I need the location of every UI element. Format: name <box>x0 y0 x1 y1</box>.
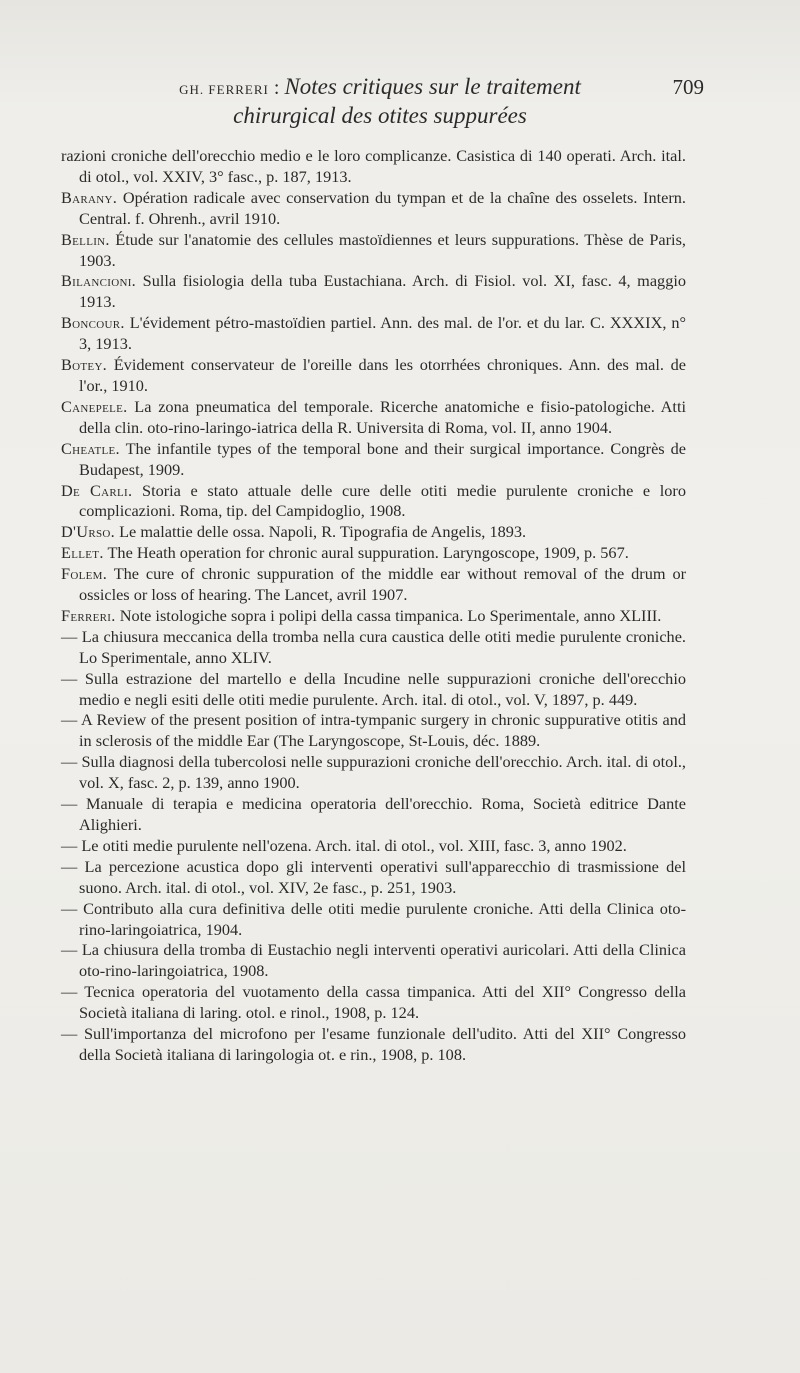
entry-text: Évidement conservateur de l'oreille dans les otorrhées chroniques. Ann. des mal. de l'or., 1910. <box>79 355 686 395</box>
entry-text: Opération radicale avec conservation du tympan et de la chaîne des osselets. Intern. Central. f. Ohrenh., avril 1910. <box>79 187 686 228</box>
entry-author: De Carli. <box>61 480 133 500</box>
header-author: GH. FERRERI <box>179 82 269 97</box>
bibliography-entry <box>61 794 686 836</box>
entry-author: Ferreri. <box>61 605 116 625</box>
bibliography-entry <box>61 606 686 627</box>
bibliography-entry <box>61 146 686 188</box>
bibliography-entry <box>61 940 686 982</box>
entry-text: — Le otiti medie purulente nell'ozena. Arch. ital. di otol., vol. XIII, fasc. 3, anno 1902. <box>61 835 627 855</box>
bibliography-entry <box>61 669 686 711</box>
bibliography-entry <box>61 857 686 899</box>
bibliography-list <box>61 146 686 1066</box>
bibliography-entry <box>61 899 686 941</box>
header-separator: : <box>273 77 280 99</box>
bibliography-entry <box>61 1024 686 1066</box>
bibliography-entry <box>61 836 686 857</box>
header-line-1 <box>60 74 704 103</box>
entry-text: — Sulla estrazione del martello e della Incudine nelle suppurazioni croniche dell'orecchio medio e negli esiti delle otiti medie purulente. Arch. ital. di otol., vol. V, 1897, p. 449. <box>61 668 686 709</box>
bibliography-entry <box>61 355 686 397</box>
entry-text: Storia e stato attuale delle cure delle otiti medie purulente croniche e loro complicazioni. Roma, tip. del Campidoglio, 1908. <box>79 480 686 521</box>
bibliography-entry <box>61 397 686 439</box>
bibliography-entry <box>61 982 686 1024</box>
entry-author: D'Urso. <box>61 522 116 542</box>
entry-text: L'évidement pétro-mastoïdien partiel. Ann. des mal. de l'or. et du lar. C. XXXIX, n° 3, 1913. <box>79 313 686 354</box>
entry-text: — La percezione acustica dopo gli interventi operativi sull'apparecchio di trasmissione del suono. Arch. ital. di otol., vol. XIV, 2e fasc., p. 251, 1903. <box>61 856 686 897</box>
header-title-line-1: Notes critiques sur le traitement <box>284 74 581 99</box>
entry-text: — La chiusura meccanica della tromba nella cura caustica delle otiti medie purulente croniche. Lo Sperimentale, anno XLIV. <box>61 626 686 667</box>
header-title-line-2: chirurgical des otites suppurées <box>233 103 527 128</box>
entry-text: — Contributo alla cura definitiva delle otiti medie purulente croniche. Atti della Clinica oto-rino-laringoiatrica, 1904. <box>61 898 686 939</box>
entry-author: Canepele. <box>61 396 128 416</box>
entry-text: Sulla fisiologia della tuba Eustachiana. Arch. di Fisiol. vol. XI, fasc. 4, maggio 1913. <box>79 271 687 312</box>
bibliography-entry <box>61 522 686 543</box>
entry-text: Note istologiche sopra i polipi della cassa timpanica. Lo Sperimentale, anno XLIII. <box>119 605 662 625</box>
entry-author: Cheatle. <box>61 438 120 458</box>
entry-author: Barany. <box>61 187 118 207</box>
bibliography-entry <box>61 481 686 523</box>
entry-text: The infantile types of the temporal bone and their surgical importance. Congrès de Budapest, 1909. <box>79 438 687 479</box>
bibliography-entry <box>61 188 686 230</box>
entry-text: Le malattie delle ossa. Napoli, R. Tipografia de Angelis, 1893. <box>119 522 527 542</box>
running-header <box>60 74 704 129</box>
bibliography-entry <box>61 439 686 481</box>
entry-text: — A Review of the present position of intra-tympanic surgery in chronic suppurative otitis and in sclerosis of the middle Ear (The Laryngoscope, St-Louis, déc. 1889. <box>61 710 686 751</box>
bibliography-entry <box>61 564 686 606</box>
entry-author: Folem. <box>61 564 108 584</box>
entry-text: razioni croniche dell'orecchio medio e le loro complicanze. Casistica di 140 operati. Arch. ital. di otol., vol. XXIV, 3° fasc., p. 187, 1913. <box>61 146 686 186</box>
entry-text: — Sulla diagnosi della tubercolosi nelle suppurazioni croniche dell'orecchio. Arch. ital. di otol., vol. X, fasc. 2, p. 139, anno 1900. <box>61 752 686 793</box>
bibliography-entry <box>61 752 686 794</box>
entry-text: The Heath operation for chronic aural suppuration. Laryngoscope, 1909, p. 567. <box>107 543 629 563</box>
entry-text: The cure of chronic suppuration of the middle ear without removal of the drum or ossicles or loss of hearing. The Lancet, avril 1907. <box>79 564 687 605</box>
bibliography-entry <box>61 710 686 752</box>
entry-author: Bilancioni. <box>61 271 137 291</box>
bibliography-entry <box>61 230 686 272</box>
entry-text: Étude sur l'anatomie des cellules mastoïdiennes et leurs suppurations. Thèse de Paris, 1903. <box>79 229 686 270</box>
entry-text: — Tecnica operatoria del vuotamento della cassa timpanica. Atti del XII° Congresso della Società italiana di laring. otol. e rinol., 1908, p. 124. <box>61 982 686 1023</box>
entry-author: Ellet. <box>61 543 104 563</box>
bibliography-entry <box>61 627 686 669</box>
entry-author: Botey. <box>61 355 108 375</box>
entry-author: Boncour. <box>61 313 125 333</box>
bibliography-entry <box>61 543 686 564</box>
entry-text: — Sull'importanza del microfono per l'esame funzionale dell'udito. Atti del XII° Congresso della Società italiana di laringologia ot. e rin., 1908, p. 108. <box>61 1024 686 1064</box>
entry-text: — La chiusura della tromba di Eustachio negli interventi operativi auricolari. Atti della Clinica oto-rino-laringoiatrica, 1908. <box>61 940 686 981</box>
bibliography-entry <box>61 271 686 313</box>
page-number: 709 <box>672 75 704 99</box>
bibliography-entry <box>61 313 686 355</box>
entry-text: — Manuale di terapia e medicina operatoria dell'orecchio. Roma, Società editrice Dante Alighieri. <box>61 794 686 834</box>
entry-author: Bellin. <box>61 229 110 249</box>
entry-text: La zona pneumatica del temporale. Ricerche anatomiche e fisio-patologiche. Atti della clin. oto-rino-laringo-iatrica della R. Universita di Roma, vol. II, anno 1904. <box>79 396 686 437</box>
